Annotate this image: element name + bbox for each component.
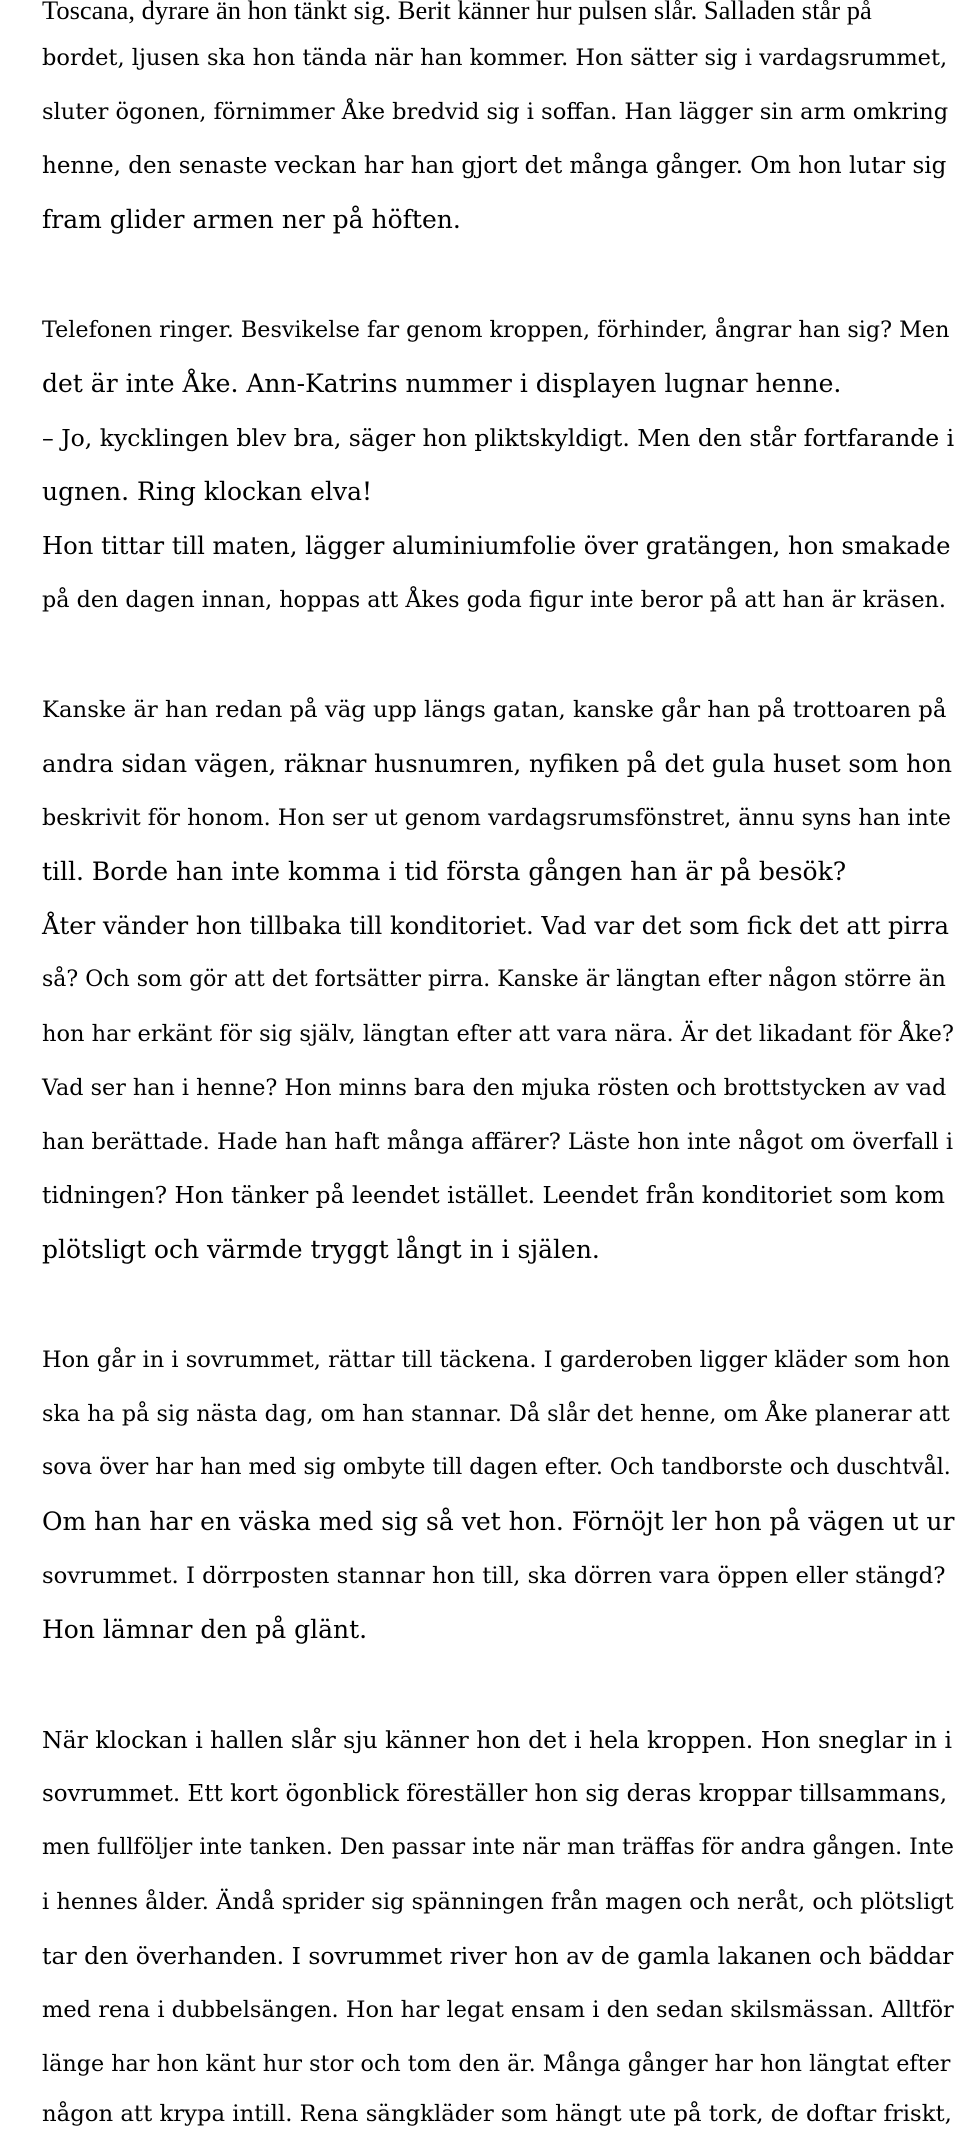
text-line: Om han har en väska med sig så vet hon. Förnöjt ler hon på vägen ut ur [42,1507,955,1536]
text-line: ska ha på sig nästa dag, om han stannar. Då slår det henne, om Åke planerar att [42,1401,950,1427]
text-line: till. Borde han inte komma i tid första gången han är på besök? [42,857,847,886]
text-line: beskrivit för honom. Hon ser ut genom vardagsrumsfönstret, ännu syns han inte [42,805,951,831]
text-line: Åter vänder hon tillbaka till konditoriet. Vad var det som fick det att pirra [42,911,949,940]
text-line: sluter ögonen, förnimmer Åke bredvid sig i soffan. Han lägger sin arm omkring [42,99,949,125]
text-line: Hon tittar till maten, lägger aluminiumfolie över gratängen, hon smakade [42,531,951,560]
text-line: När klockan i hallen slår sju känner hon det i hela kroppen. Hon sneglar in i [42,1726,952,1754]
text-line: tar den överhanden. I sovrummet river hon av de gamla lakanen och bäddar [42,1942,954,1970]
text-line: henne, den senaste veckan har han gjort det många gånger. Om hon lutar sig [42,153,947,179]
text-line: Vad ser han i henne? Hon minns bara den mjuka rösten och brottstycken av vad [42,1075,947,1101]
text-line: plötsligt och värmde tryggt långt in i själen. [42,1235,600,1264]
text-line: sovrummet. Ett kort ögonblick föreställer hon sig deras kroppar tillsammans, [42,1781,948,1807]
text-line: Kanske är han redan på väg upp längs gatan, kanske går han på trottoaren på [42,697,947,723]
text-line: andra sidan vägen, räknar husnumren, nyfiken på det gula huset som hon [42,749,952,778]
text-line: det är inte Åke. Ann-Katrins nummer i displayen lugnar henne. [42,369,842,398]
text-line: men fullföljer inte tanken. Den passar inte när man träffas för andra gången. Inte [42,1835,954,1860]
text-line: på den dagen innan, hoppas att Åkes goda figur inte beror på att han är kräsen. [42,587,946,613]
text-line: sova över har han med sig ombyte till dagen efter. Och tandborste och duschtvål. [42,1455,951,1480]
text-line: tidningen? Hon tänker på leendet istället. Leendet från konditoriet som kom [42,1182,945,1209]
text-line: i hennes ålder. Ändå sprider sig spänningen från magen och neråt, och plötsligt [42,1889,954,1915]
text-line: sovrummet. I dörrposten stannar hon till, ska dörren vara öppen eller stängd? [42,1563,946,1589]
text-line: länge har hon känt hur stor och tom den är. Många gånger har hon längtat efter [42,2051,951,2077]
text-line: – Jo, kycklingen blev bra, säger hon pliktskyldigt. Men den står fortfarande i [42,424,955,452]
text-line: Hon lämnar den på glänt. [42,1615,368,1644]
text-line: Telefonen ringer. Besvikelse far genom kroppen, förhinder, ångrar han sig? Men [42,317,950,343]
text-line: Hon går in i sovrummet, rättar till täckena. I garderoben ligger kläder som hon [42,1347,951,1373]
text-line: Toscana, dyrare än hon tänkt sig. Berit känner hur pulsen slår. Salladen står på [42,0,872,25]
text-line: med rena i dubbelsängen. Hon har legat ensam i den sedan skilsmässan. Alltför [42,1997,954,2023]
text-line: han berättade. Hade han haft många affärer? Läste hon inte något om överfall i [42,1129,954,1155]
text-line: hon har erkänt för sig själv, längtan efter att vara nära. Är det likadant för Åke? [42,1021,954,1047]
text-line: bordet, ljusen ska hon tända när han kommer. Hon sätter sig i vardagsrummet, [42,45,948,71]
text-line: ugnen. Ring klockan elva! [42,477,373,506]
text-line: fram glider armen ner på höften. [42,205,461,234]
text-line: så? Och som gör att det fortsätter pirra. Kanske är längtan efter någon större än [42,967,946,992]
text-line: någon att krypa intill. Rena sängkläder som hängt ute på tork, de doftar friskt, [42,2101,952,2127]
